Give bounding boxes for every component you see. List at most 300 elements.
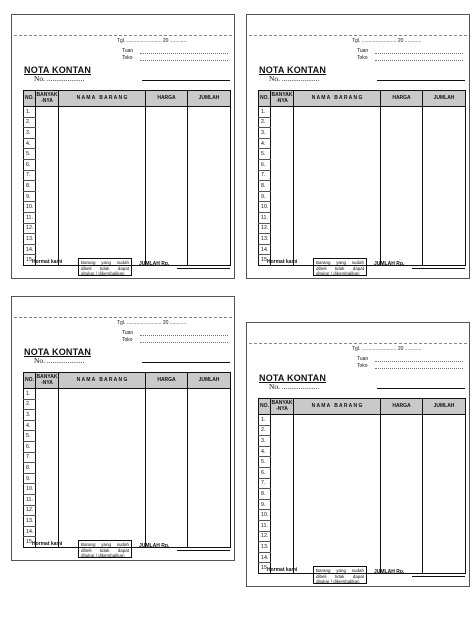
table-row xyxy=(259,478,466,489)
row-number: 5. xyxy=(259,149,271,160)
row-cell xyxy=(36,410,59,421)
row-cell xyxy=(271,425,294,436)
row-cell xyxy=(188,107,231,118)
table-row xyxy=(259,425,466,436)
table-row xyxy=(259,542,466,553)
row-cell xyxy=(294,520,381,531)
row-cell xyxy=(294,415,381,426)
nota-title: NOTA KONTAN xyxy=(259,373,327,383)
row-cell xyxy=(146,107,188,118)
row-number: 15. xyxy=(24,537,36,548)
row-cell xyxy=(146,181,188,192)
row-cell xyxy=(294,128,381,139)
table-row xyxy=(259,138,466,149)
row-cell xyxy=(59,389,146,400)
table-row xyxy=(259,170,466,181)
row-cell xyxy=(423,531,466,542)
col-jumlah: JUMLAH xyxy=(188,373,231,389)
row-cell xyxy=(36,516,59,527)
row-cell xyxy=(36,181,59,192)
address-line xyxy=(142,362,230,363)
row-cell xyxy=(146,212,188,223)
table-row xyxy=(259,234,466,245)
tuan-label: Tuan xyxy=(122,48,134,54)
table-row xyxy=(24,128,231,139)
row-cell xyxy=(381,244,423,255)
nota-number: No. .................... xyxy=(34,356,85,365)
row-cell xyxy=(59,410,146,421)
table-row xyxy=(24,181,231,192)
row-cell xyxy=(381,510,423,521)
hormat-kami-label: Hormat kami xyxy=(32,259,63,265)
table-row xyxy=(24,138,231,149)
table-row xyxy=(259,159,466,170)
row-cell xyxy=(188,441,231,452)
row-cell xyxy=(271,128,294,139)
row-cell xyxy=(423,510,466,521)
row-cell xyxy=(146,234,188,245)
row-cell xyxy=(381,181,423,192)
row-cell xyxy=(59,107,146,118)
row-cell xyxy=(294,425,381,436)
row-cell xyxy=(36,117,59,128)
row-cell xyxy=(146,441,188,452)
row-number: 2. xyxy=(259,117,271,128)
row-number: 8. xyxy=(24,463,36,474)
row-cell xyxy=(271,212,294,223)
table-row xyxy=(259,128,466,139)
row-number: 7. xyxy=(24,170,36,181)
row-cell xyxy=(271,510,294,521)
table-row xyxy=(24,463,231,474)
row-cell xyxy=(36,452,59,463)
row-cell xyxy=(188,505,231,516)
row-cell xyxy=(59,399,146,410)
table-row xyxy=(24,441,231,452)
row-number: 6. xyxy=(24,441,36,452)
row-number: 12. xyxy=(24,223,36,234)
row-cell xyxy=(381,436,423,447)
no-return-notice: Barang yang sudah dibeli tidak dapat ditukar / dikembalikan xyxy=(78,540,132,558)
hormat-kami-label: Hormat kami xyxy=(32,541,63,547)
toko-line xyxy=(375,368,463,369)
row-cell xyxy=(381,128,423,139)
date-label: Tgl. ......................... 20 ............ xyxy=(352,346,422,352)
table-row xyxy=(259,117,466,128)
row-cell xyxy=(59,181,146,192)
row-cell xyxy=(188,494,231,505)
row-number: 13. xyxy=(259,542,271,553)
row-cell xyxy=(146,128,188,139)
row-cell xyxy=(423,478,466,489)
toko-label: Toko xyxy=(122,337,133,343)
row-cell xyxy=(294,202,381,213)
table-row xyxy=(24,244,231,255)
row-cell xyxy=(294,244,381,255)
table-row xyxy=(24,526,231,537)
row-cell xyxy=(188,516,231,527)
col-harga: HARGA xyxy=(146,91,188,107)
row-cell xyxy=(188,473,231,484)
row-cell xyxy=(423,457,466,468)
row-number: 15. xyxy=(259,255,271,266)
row-cell xyxy=(381,542,423,553)
row-cell xyxy=(36,159,59,170)
row-cell xyxy=(188,212,231,223)
row-cell xyxy=(36,202,59,213)
row-cell xyxy=(381,202,423,213)
nota-number: No. .................... xyxy=(34,74,85,83)
row-number: 1. xyxy=(259,415,271,426)
toko-line xyxy=(140,60,228,61)
row-cell xyxy=(271,181,294,192)
row-cell xyxy=(146,244,188,255)
toko-label: Toko xyxy=(357,55,368,61)
row-cell xyxy=(423,415,466,426)
row-cell xyxy=(271,552,294,563)
row-number: 9. xyxy=(24,191,36,202)
row-cell xyxy=(188,399,231,410)
row-cell xyxy=(188,128,231,139)
row-cell xyxy=(188,117,231,128)
row-cell xyxy=(146,170,188,181)
row-cell xyxy=(188,255,231,266)
table-row xyxy=(259,510,466,521)
col-harga: HARGA xyxy=(381,91,423,107)
row-cell xyxy=(59,234,146,245)
row-cell xyxy=(188,244,231,255)
row-number: 12. xyxy=(24,505,36,516)
row-cell xyxy=(423,117,466,128)
row-cell xyxy=(294,159,381,170)
row-cell xyxy=(59,494,146,505)
jumlah-rp-label: JUMLAH Rp. xyxy=(374,569,405,575)
row-number: 7. xyxy=(259,478,271,489)
row-cell xyxy=(294,223,381,234)
row-cell xyxy=(188,149,231,160)
row-number: 11. xyxy=(259,520,271,531)
row-cell xyxy=(146,494,188,505)
row-cell xyxy=(423,107,466,118)
row-cell xyxy=(271,223,294,234)
toko-label: Toko xyxy=(357,363,368,369)
table-row xyxy=(259,415,466,426)
row-cell xyxy=(294,542,381,553)
row-number: 1. xyxy=(24,389,36,400)
row-cell xyxy=(36,389,59,400)
row-cell xyxy=(381,499,423,510)
table-row xyxy=(24,191,231,202)
row-number: 1. xyxy=(24,107,36,118)
jumlah-line xyxy=(177,268,230,269)
row-cell xyxy=(59,484,146,495)
date-label: Tgl. ......................... 20 ............ xyxy=(117,320,187,326)
row-cell xyxy=(188,410,231,421)
row-cell xyxy=(271,467,294,478)
row-cell xyxy=(381,478,423,489)
row-cell xyxy=(36,138,59,149)
row-number: 14. xyxy=(24,526,36,537)
table-row xyxy=(259,457,466,468)
toko-line xyxy=(375,60,463,61)
row-cell xyxy=(188,526,231,537)
row-cell xyxy=(59,223,146,234)
table-row xyxy=(24,170,231,181)
row-number: 7. xyxy=(24,452,36,463)
row-cell xyxy=(188,420,231,431)
row-cell xyxy=(271,446,294,457)
row-cell xyxy=(271,520,294,531)
row-cell xyxy=(271,244,294,255)
nota-title: NOTA KONTAN xyxy=(24,347,92,357)
row-cell xyxy=(146,473,188,484)
row-cell xyxy=(188,389,231,400)
row-cell xyxy=(381,489,423,500)
row-cell xyxy=(271,170,294,181)
tuan-line xyxy=(375,361,463,362)
col-nama-barang: N A M A B A R A N G xyxy=(294,91,381,107)
row-cell xyxy=(36,107,59,118)
perforation-line xyxy=(14,317,232,318)
row-cell xyxy=(381,457,423,468)
row-cell xyxy=(59,473,146,484)
jumlah-line xyxy=(412,268,465,269)
row-cell xyxy=(294,436,381,447)
row-cell xyxy=(59,452,146,463)
row-cell xyxy=(36,473,59,484)
row-cell xyxy=(423,499,466,510)
row-cell xyxy=(36,234,59,245)
row-cell xyxy=(381,159,423,170)
row-cell xyxy=(271,107,294,118)
row-cell xyxy=(271,436,294,447)
row-cell xyxy=(188,138,231,149)
row-number: 5. xyxy=(24,149,36,160)
row-cell xyxy=(59,128,146,139)
jumlah-line xyxy=(412,576,465,577)
row-cell xyxy=(381,520,423,531)
row-number: 14. xyxy=(24,244,36,255)
row-cell xyxy=(59,420,146,431)
row-cell xyxy=(188,223,231,234)
table-row xyxy=(24,505,231,516)
row-number: 10. xyxy=(24,202,36,213)
toko-line xyxy=(140,342,228,343)
row-cell xyxy=(36,526,59,537)
row-cell xyxy=(146,149,188,160)
row-cell xyxy=(423,244,466,255)
row-cell xyxy=(59,117,146,128)
table-row xyxy=(24,159,231,170)
nota-kontan-form xyxy=(246,14,470,279)
row-cell xyxy=(146,223,188,234)
col-banyak: BANYAK -NYA xyxy=(36,91,59,107)
row-number: 4. xyxy=(24,138,36,149)
row-cell xyxy=(188,170,231,181)
col-banyak: BANYAK -NYA xyxy=(271,399,294,415)
row-cell xyxy=(59,138,146,149)
row-cell xyxy=(423,255,466,266)
address-line xyxy=(377,80,465,81)
row-cell xyxy=(146,138,188,149)
row-number: 6. xyxy=(24,159,36,170)
col-nama-barang: N A M A B A R A N G xyxy=(59,373,146,389)
row-cell xyxy=(146,202,188,213)
row-number: 5. xyxy=(24,431,36,442)
row-cell xyxy=(36,441,59,452)
row-cell xyxy=(146,526,188,537)
col-no: NO. xyxy=(24,373,36,389)
jumlah-line xyxy=(177,550,230,551)
table-row xyxy=(24,212,231,223)
row-number: 8. xyxy=(24,181,36,192)
row-cell xyxy=(36,170,59,181)
row-cell xyxy=(146,463,188,474)
row-cell xyxy=(381,107,423,118)
address-line xyxy=(142,80,230,81)
table-row xyxy=(259,181,466,192)
row-cell xyxy=(59,526,146,537)
row-cell xyxy=(294,117,381,128)
row-cell xyxy=(146,117,188,128)
row-cell xyxy=(59,441,146,452)
row-cell xyxy=(271,202,294,213)
row-cell xyxy=(36,244,59,255)
row-number: 14. xyxy=(259,244,271,255)
row-cell xyxy=(381,552,423,563)
row-number: 6. xyxy=(259,467,271,478)
row-cell xyxy=(36,420,59,431)
row-cell xyxy=(36,191,59,202)
table-row xyxy=(259,552,466,563)
row-number: 9. xyxy=(259,191,271,202)
col-banyak: BANYAK -NYA xyxy=(271,91,294,107)
row-number: 8. xyxy=(259,181,271,192)
row-number: 10. xyxy=(259,510,271,521)
row-number: 8. xyxy=(259,489,271,500)
col-nama-barang: N A M A B A R A N G xyxy=(294,399,381,415)
table-row xyxy=(259,520,466,531)
perforation-line xyxy=(14,35,232,36)
row-cell xyxy=(188,159,231,170)
row-number: 3. xyxy=(24,128,36,139)
tuan-line xyxy=(375,53,463,54)
row-cell xyxy=(423,436,466,447)
table-row xyxy=(24,234,231,245)
col-nama-barang: N A M A B A R A N G xyxy=(59,91,146,107)
hormat-kami-label: Hormat kami xyxy=(267,259,298,265)
table-row xyxy=(24,494,231,505)
row-number: 11. xyxy=(24,494,36,505)
row-cell xyxy=(294,191,381,202)
table-row xyxy=(24,399,231,410)
date-label: Tgl. ......................... 20 ............ xyxy=(117,38,187,44)
address-line xyxy=(377,388,465,389)
row-cell xyxy=(294,489,381,500)
table-row xyxy=(259,202,466,213)
row-number: 4. xyxy=(259,446,271,457)
table-row xyxy=(24,389,231,400)
row-cell xyxy=(381,223,423,234)
no-return-notice: Barang yang sudah dibeli tidak dapat ditukar / dikembalikan xyxy=(313,566,367,584)
row-cell xyxy=(188,191,231,202)
row-cell xyxy=(423,170,466,181)
table-row xyxy=(259,467,466,478)
row-cell xyxy=(188,484,231,495)
row-number: 15. xyxy=(259,563,271,574)
table-row xyxy=(24,410,231,421)
row-cell xyxy=(381,170,423,181)
col-no: NO. xyxy=(24,91,36,107)
row-cell xyxy=(36,463,59,474)
row-cell xyxy=(146,505,188,516)
hormat-kami-label: Hormat kami xyxy=(267,567,298,573)
row-number: 12. xyxy=(259,531,271,542)
row-cell xyxy=(381,446,423,457)
date-label: Tgl. ......................... 20 ............ xyxy=(352,38,422,44)
row-cell xyxy=(294,457,381,468)
row-cell xyxy=(36,128,59,139)
row-number: 4. xyxy=(259,138,271,149)
no-return-notice: Barang yang sudah dibeli tidak dapat ditukar / dikembalikan xyxy=(78,258,132,276)
row-number: 10. xyxy=(259,202,271,213)
row-number: 13. xyxy=(259,234,271,245)
row-cell xyxy=(294,552,381,563)
row-cell xyxy=(59,463,146,474)
row-cell xyxy=(36,484,59,495)
row-number: 7. xyxy=(259,170,271,181)
row-cell xyxy=(146,431,188,442)
row-number: 1. xyxy=(259,107,271,118)
table-row xyxy=(24,202,231,213)
row-cell xyxy=(59,431,146,442)
row-cell xyxy=(59,202,146,213)
row-cell xyxy=(294,212,381,223)
row-number: 3. xyxy=(259,436,271,447)
row-cell xyxy=(36,223,59,234)
nota-kontan-form xyxy=(246,322,470,587)
row-cell xyxy=(59,170,146,181)
items-table xyxy=(23,90,231,266)
row-cell xyxy=(423,563,466,574)
jumlah-rp-label: JUMLAH Rp. xyxy=(139,543,170,549)
row-cell xyxy=(59,149,146,160)
row-number: 2. xyxy=(259,425,271,436)
nota-kontan-form xyxy=(11,14,235,279)
row-cell xyxy=(423,425,466,436)
row-cell xyxy=(271,117,294,128)
row-cell xyxy=(146,410,188,421)
row-cell xyxy=(271,138,294,149)
row-number: 13. xyxy=(24,234,36,245)
table-row xyxy=(24,107,231,118)
row-cell xyxy=(381,425,423,436)
row-cell xyxy=(381,467,423,478)
tuan-line xyxy=(140,53,228,54)
table-row xyxy=(259,499,466,510)
col-harga: HARGA xyxy=(146,373,188,389)
row-cell xyxy=(423,159,466,170)
row-number: 9. xyxy=(259,499,271,510)
row-cell xyxy=(381,149,423,160)
table-row xyxy=(24,431,231,442)
items-table xyxy=(23,372,231,548)
table-row xyxy=(24,420,231,431)
table-row xyxy=(259,191,466,202)
row-cell xyxy=(294,234,381,245)
row-cell xyxy=(423,223,466,234)
table-row xyxy=(259,149,466,160)
